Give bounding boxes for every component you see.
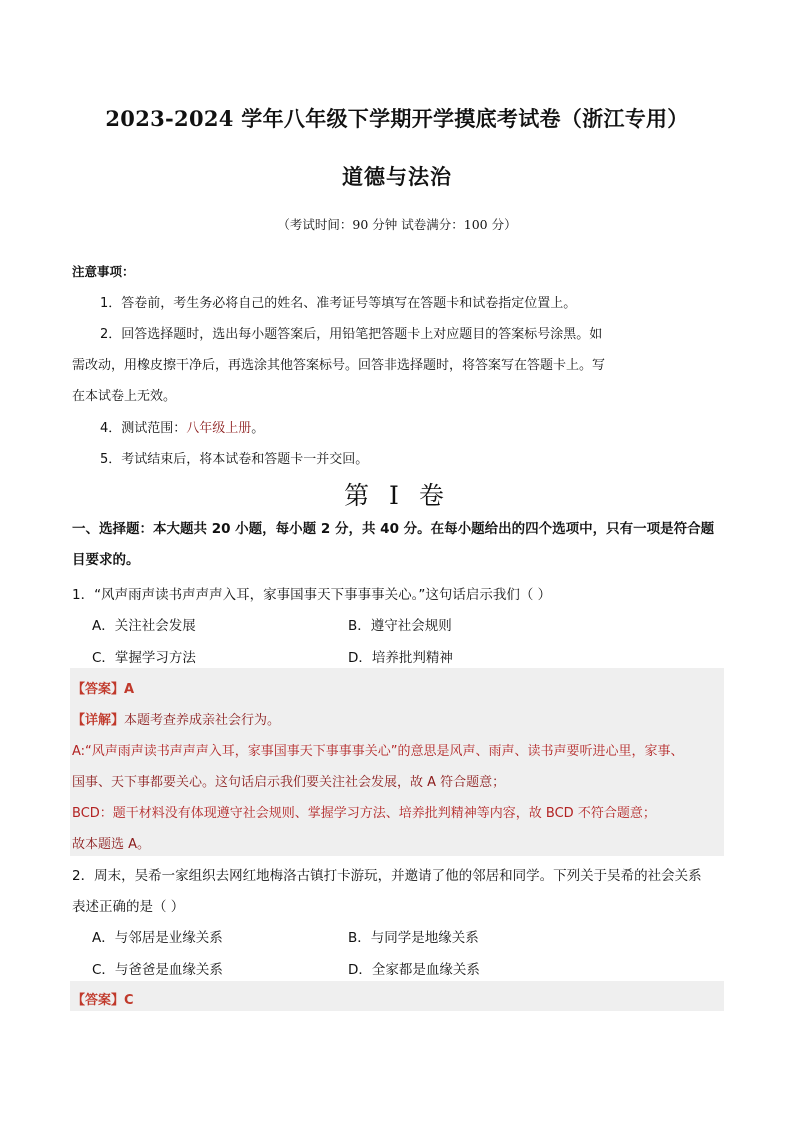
notice-item-2-line-3: 在本试卷上无效。	[72, 389, 177, 404]
answer-value: C	[124, 993, 134, 1008]
question-2-option-b: B．与同学是地缘关系	[348, 930, 479, 946]
section-intro-line-2: 目要求的。	[72, 552, 140, 568]
question-1-option-a: A．关注社会发展	[92, 618, 196, 634]
question-1-detail	[72, 709, 280, 728]
notice-item-2-line-1: 2．回答选择题时，选出每小题答案后，用铅笔把答题卡上对应题目的答案标号涂黑。如	[100, 327, 603, 342]
notice-item-2-line-2: 需改动，用橡皮擦干净后，再选涂其他答案标号。回答非选择题时，将答案写在答题卡上。写	[72, 358, 606, 373]
answer-tag: 【答案】	[72, 682, 125, 697]
exam-info: （考试时间：90 分钟 试卷满分：100 分）	[277, 217, 517, 232]
notice-item-4-suffix: 。	[251, 421, 265, 436]
subject-title: 道德与法治	[342, 164, 452, 189]
question-2-answer-box	[70, 981, 724, 1011]
question-1-stem: 1．“风声雨声读书声声声入耳，家事国事天下事事事关心。”这句话启示我们（ ）	[72, 587, 552, 603]
notice-item-1: 1．答卷前，考生务必将自己的姓名、准考证号等填写在答题卡和试卷指定位置上。	[100, 296, 577, 311]
question-1-answer	[72, 678, 134, 697]
detail-text: 本题考查养成亲社会行为。	[124, 713, 281, 728]
question-2-stem-line-2: 表述正确的是（ ）	[72, 899, 185, 915]
notice-item-5: 5．考试结束后，将本试卷和答题卡一并交回。	[100, 452, 369, 467]
notice-item-4-prefix: 4．测试范围：	[100, 421, 187, 436]
question-1-analysis-line-3: BCD：题干材料没有体现遵守社会规则、掌握学习方法、培养批判精神等内容，故 BCD 不符合题意；	[72, 806, 656, 821]
question-2-stem-line-1: 2．周末，吴希一家组织去网红地梅洛古镇打卡游玩，并邀请了他的邻居和同学。下列关于吴希的社会关系	[72, 868, 702, 884]
notice-heading: 注意事项：	[72, 264, 135, 279]
answer-tag: 【答案】	[72, 993, 125, 1008]
question-2-answer	[72, 989, 134, 1008]
test-range: 八年级上册	[186, 421, 252, 436]
question-1-conclusion: 故本题选 A。	[72, 837, 151, 852]
notice-item-4	[100, 417, 264, 436]
answer-value: A	[124, 682, 135, 697]
question-1-analysis-line-2: 国事、天下事都要关心。这句话启示我们要关注社会发展，故 A 符合题意；	[72, 775, 506, 790]
section-title: 第 I 卷	[344, 481, 450, 510]
question-1-option-b: B．遵守社会规则	[348, 618, 452, 634]
section-intro-line-1: 一、选择题：本大题共 20 小题，每小题 2 分，共 40 分。在每小题给出的四个选项中，只有一项是符合题	[72, 521, 715, 537]
question-2-option-d: D．全家都是血缘关系	[348, 962, 480, 978]
question-1-analysis-line-1: A:“风声雨声读书声声声入耳，家事国事天下事事事关心”的意思是风声、雨声、读书声要听进心里，家事、	[72, 744, 684, 759]
detail-tag: 【详解】	[72, 713, 125, 728]
question-2-option-c: C．与爸爸是血缘关系	[92, 962, 223, 978]
question-1-option-d: D．培养批判精神	[348, 650, 453, 666]
question-1-answer-box	[70, 668, 724, 856]
question-1-option-c: C．掌握学习方法	[92, 650, 196, 666]
exam-title: 2023-2024 学年八年级下学期开学摸底考试卷（浙江专用）	[105, 106, 689, 131]
section-intro	[72, 514, 722, 576]
question-2-option-a: A．与邻居是业缘关系	[92, 930, 223, 946]
